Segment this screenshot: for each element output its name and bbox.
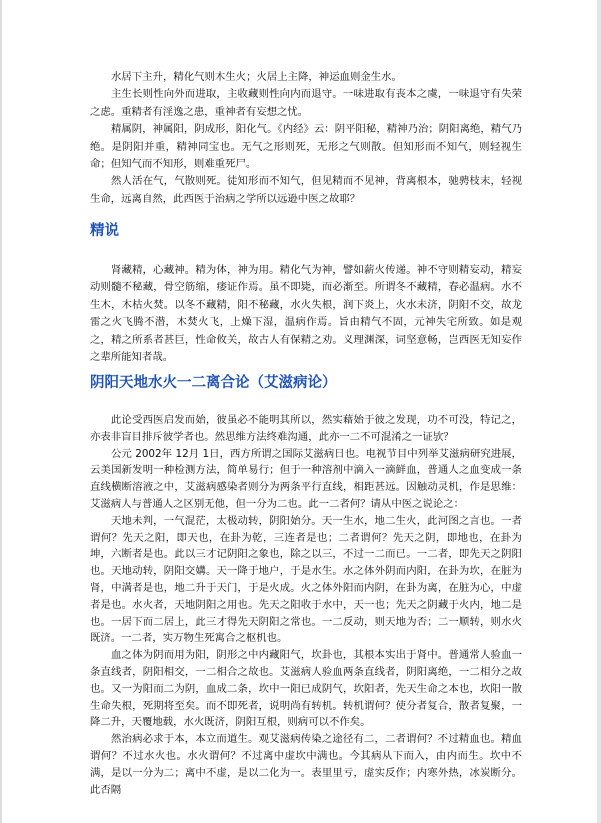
page-right-border [597, 0, 601, 823]
section-paragraph: 公元 2002年 12月 1日，西方所谓之国际艾滋病日也。电视节目中列举艾滋病研究进展，云美国新发明一种检测方法，简单易行；但于一种溶剂中滴入一滴鲜血，普通人之血变成一条直线横断溶液之中，艾滋病感染者则分为两条平行直线，相距甚远。因触动灵机，作是思维：艾滋病人与普通人之区别无他，但一分为二也。此一二者何？请从中医之说论之： [90, 447, 522, 510]
page-left-border [0, 0, 2, 823]
intro-paragraph: 精属阴，神属阳，阴成形，阳化气。《内经》云：阴平阳秘，精神乃治；阴阳离绝，精气乃绝。是阴阳并重，精神同宝也。无气之形则死，无形之气则散。但知形而不知气，则轻视生命；但知气而不知形，则难重死尸。 [90, 123, 522, 171]
intro-section [90, 69, 522, 208]
section-title-jing: 精说 [90, 222, 119, 239]
intro-paragraph: 然人活在气，气散则死。徒知形而不知气，但见精而不见神，背离根本，驰骋枝末，轻视生命，远离自然，此西医于治病之学所以远逊中医之故耶？ [90, 175, 522, 205]
section-title-yinyang: 阴阳天地水火一二离合论（艾滋病论） [90, 374, 337, 391]
section-jing-body [90, 262, 522, 366]
section-paragraph: 此论受西医启发而始，彼虽必不能明其所以，然实藉始于彼之发现，功不可没，特记之，亦表非盲目排斥彼学者也。然思维方法终难沟通，此亦一二不可混淆之一证欤？ [90, 414, 522, 443]
section-paragraph: 血之体为阴而用为阳，阴形之中内藏阳气，坎卦也，其根本实出于肾中。普通常人验血一条直线者，阴阳相交，一二相合之故也。艾滋病人验血两条直线者，阴阳离绝，一二相分之故也。又一为阳而二为阴，血成二条，坎中一阳已成阴气，坎阳者，先天生命之本也，坎阳一散生命失根，死期将至矣。而不即死者，说明尚有转机。转机谓何？使分者复合，散者复聚，一降二升，天覆地载，水火既济，阴阳互根，则病可以不作矣。 [90, 649, 522, 729]
intro-paragraph: 主生长则性向外而进取，主收藏则性向内而退守。一味进取有丧本之虞，一味退守有失荣之虑。重精者有淫逸之患，重神者有妄想之忧。 [90, 88, 522, 118]
intro-paragraph: 水居下主升，精化气则木生火；火居上主降，神运血则金生水。 [111, 71, 402, 83]
section-yinyang-body [90, 412, 522, 798]
section-paragraph: 肾藏精，心藏神。精为体，神为用。精化气为神，譬如薪火传递。神不守则精妄动，精妄动则髓不秘藏，骨空筋缩，痿证作焉。虽不即毙，而必渐至。所谓冬不藏精，春必温病。水不生木，木枯火焚。以冬不藏精，阳不秘藏，水火失根，润下炎上，火水未济，阴阳不交，故龙雷之火飞腾不潜，木焚火飞，上燥下湿，温病作焉。旨由精气不固，元神失宅所致。如是观之，精之所系者甚巨，性命攸关，故古人有保精之劝。义理渊深，词坚意畅，岂西医无知妄作之辈所能知者哉。 [90, 264, 522, 364]
section-paragraph: 然治病必求于本，本立而道生。观艾滋病传染之途径有二，二者谓何？不过精血也。精血谓何？不过水火也。水火谓何？不过离中虚坎中满也。今其病从下而入，由内而生。坎中不满，是以一分为二；离中不虚，是以二化为一。表里里亏，虚实反作；内寒外热，冰炭断分。此否隔 [90, 733, 522, 796]
section-paragraph: 天地未判，一气混茫，太极动转，阴阳始分。天一生水，地二生火，此河图之言也。一者谓何？先天之阳，即天也，在卦为乾，三连者是也；二者谓何？先天之阴，即地也，在卦为坤，六断者是也。此以三才记阴阳之象也，除之以三，不过一二而已。一二者，即先天之阴阳也。天地动转，阴阳交媾。天一降于地户，于是水生。水之体外阴而内阳，在卦为坎，在脏为肾，中满者是也，地二升于天门，于是火成。火之体外阳而内阴，在卦为离，在脏为心，中虚者是也。水火者，天地阴阳之用也。先天之阳收于水中，天一也；先天之阴藏于火内，地二是也。一居下而二居上，此三才得先天阴阳之常也。一二反动，则天地为否；二一顺转，则水火既济。一二者，实万物生死寓合之枢机也。 [90, 514, 522, 645]
